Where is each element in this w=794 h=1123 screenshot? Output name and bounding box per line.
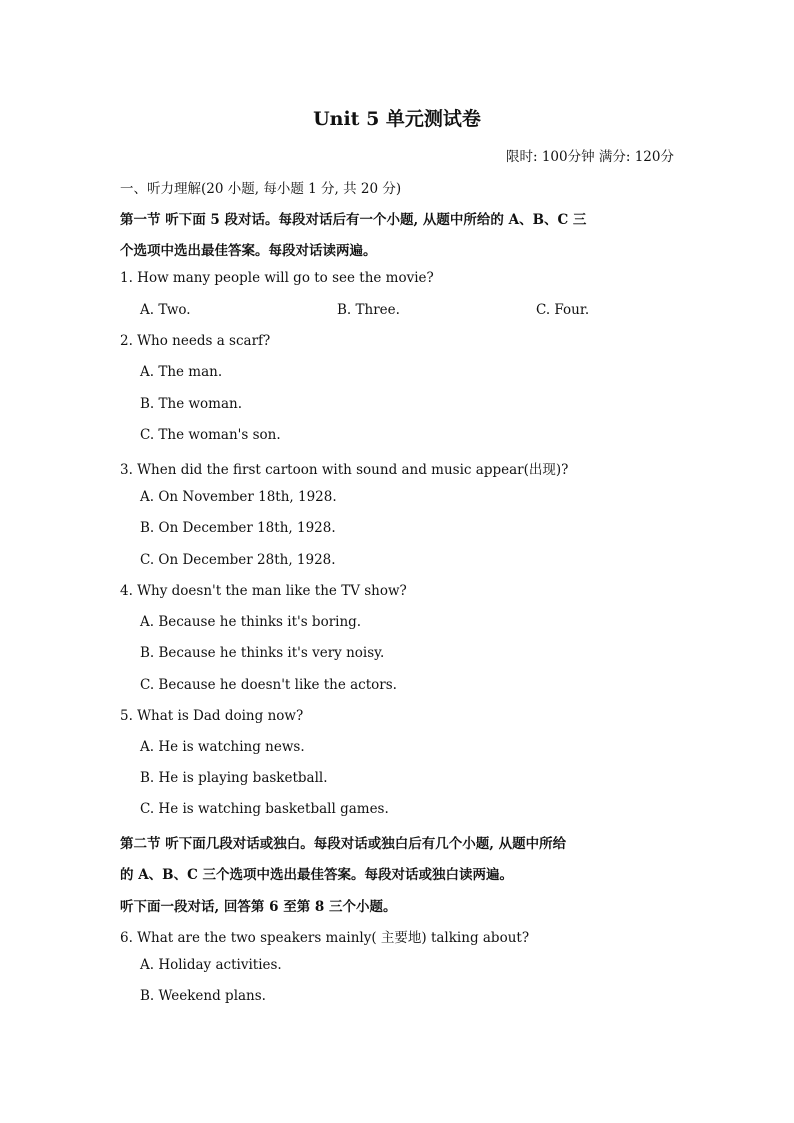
question-3-option-b: B. On December 18th, 1928. <box>140 520 336 536</box>
question-1-option-c: C. Four. <box>536 302 590 318</box>
question-2-option-c: C. The woman's son. <box>140 427 281 443</box>
question-5-option-a: A. He is watching news. <box>140 739 305 755</box>
question-4: 4. Why doesn't the man like the TV show? <box>120 583 407 599</box>
question-6-option-a: A. Holiday activities. <box>140 957 282 973</box>
part1-heading: 一、听力理解(20 小题, 每小题 1 分, 共 20 分) <box>120 181 402 197</box>
section1-instruction-line1: 第一节 听下面 5 段对话。每段对话后有一个小题, 从题中所给的 A、B、C 三 <box>120 212 587 228</box>
question-5: 5. What is Dad doing now? <box>120 708 304 724</box>
question-4-option-c: C. Because he doesn't like the actors. <box>140 677 397 693</box>
time-and-score: 限时: 100分钟 满分: 120分 <box>505 149 674 165</box>
question-5-option-b: B. He is playing basketball. <box>140 770 328 786</box>
question-5-option-c: C. He is watching basketball games. <box>140 801 389 817</box>
question-2-option-a: A. The man. <box>140 364 223 380</box>
question-4-option-b: B. Because he thinks it's very noisy. <box>140 645 385 661</box>
question-1-option-b: B. Three. <box>337 302 400 318</box>
page-title: Unit 5 单元测试卷 <box>313 108 481 130</box>
section2-instruction-line2: 的 A、B、C 三个选项中选出最佳答案。每段对话或独白读两遍。 <box>120 867 514 883</box>
section2-instruction-line1: 第二节 听下面几段对话或独白。每段对话或独白后有几个小题, 从题中所给 <box>120 836 567 852</box>
question-1: 1. How many people will go to see the movie? <box>120 270 434 286</box>
question-2-option-b: B. The woman. <box>140 396 243 412</box>
question-2: 2. Who needs a scarf? <box>120 333 271 349</box>
question-6: 6. What are the two speakers mainly( 主要地) talking about? <box>120 930 530 946</box>
question-3-option-c: C. On December 28th, 1928. <box>140 552 336 568</box>
section1-instruction-line2: 个选项中选出最佳答案。每段对话读两遍。 <box>120 243 377 259</box>
question-6-option-b: B. Weekend plans. <box>140 988 266 1004</box>
question-3: 3. When did the first cartoon with sound and music appear(出现)? <box>120 462 569 478</box>
question-1-option-a: A. Two. <box>140 302 191 318</box>
question-4-option-a: A. Because he thinks it's boring. <box>140 614 362 630</box>
section2-sub-instruction: 听下面一段对话, 回答第 6 至第 8 三个小题。 <box>120 899 397 915</box>
question-3-option-a: A. On November 18th, 1928. <box>140 489 337 505</box>
